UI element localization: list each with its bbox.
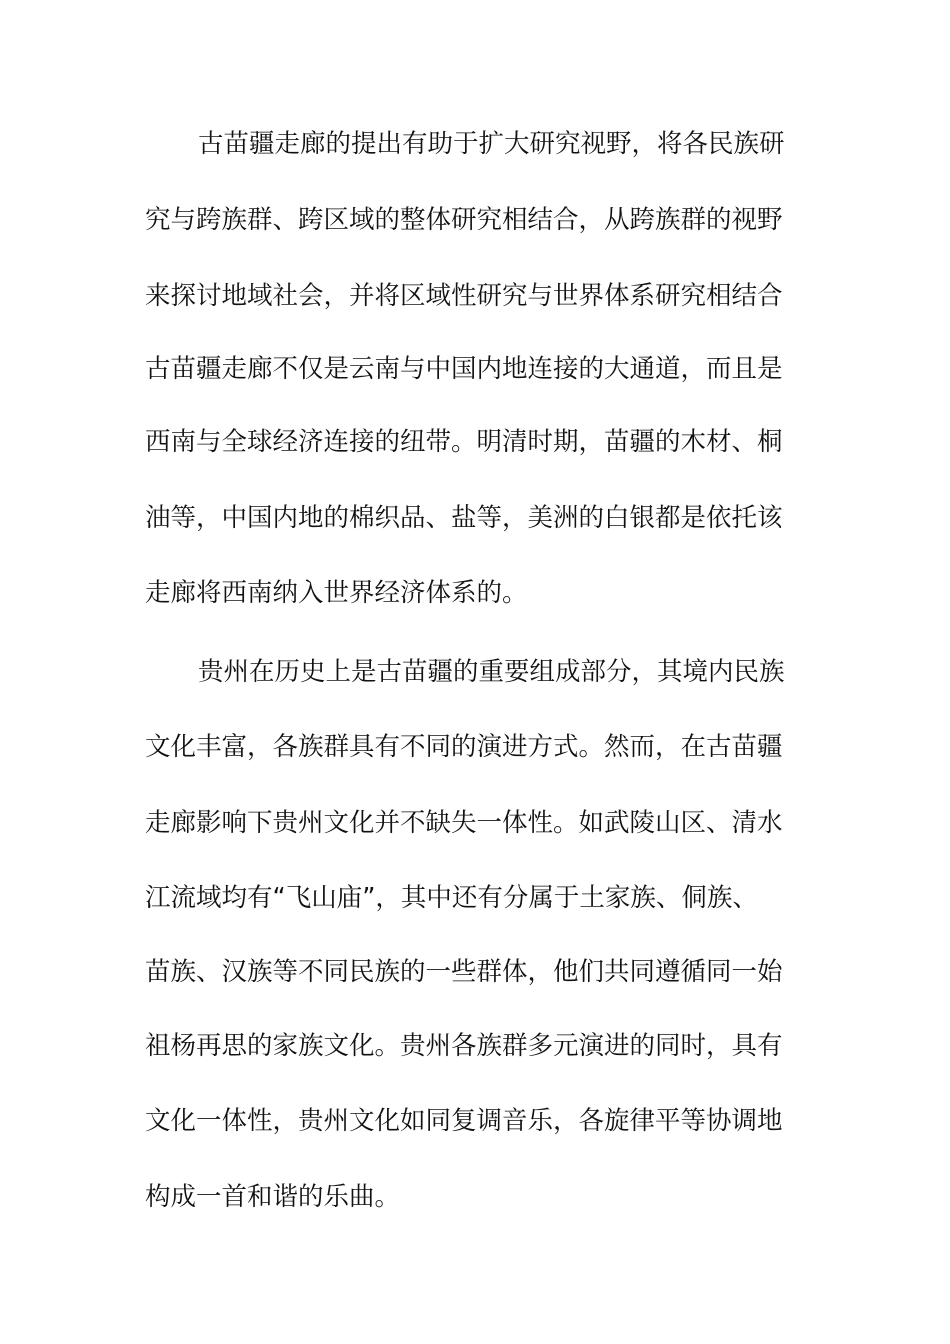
paragraph-line: 西南与全球经济连接的纽带。明清时期，苗疆的木材、桐 <box>145 427 783 457</box>
paragraph-line: 祖杨再思的家族文化。贵州各族群多元演进的同时，具有 <box>145 1031 783 1061</box>
paragraph-line: 文化丰富，各族群具有不同的演进方式。然而，在古苗疆 <box>145 732 783 762</box>
paragraph-line: 苗族、汉族等不同民族的一些群体，他们共同遵循同一始 <box>145 957 783 987</box>
paragraph-line: 油等，中国内地的棉织品、盐等，美洲的白银都是依托该 <box>145 503 783 533</box>
paragraph-line: 古苗疆走廊不仅是云南与中国内地连接的大通道，而且是 <box>145 354 783 384</box>
paragraph-line: 构成一首和谐的乐曲。 <box>145 1182 401 1212</box>
paragraph-line: 走廊影响下贵州文化并不缺失一体性。如武陵山区、清水 <box>145 808 783 838</box>
paragraph-line: 江流域均有“飞山庙”，其中还有分属于土家族、侗族、 <box>145 883 758 913</box>
paragraph-line: 究与跨族群、跨区域的整体研究相结合，从跨族群的视野 <box>145 205 783 235</box>
paragraph-line: 古苗疆走廊的提出有助于扩大研究视野，将各民族研 <box>198 129 785 159</box>
paragraph-line: 文化一体性，贵州文化如同复调音乐，各旋律平等协调地 <box>145 1106 783 1136</box>
paragraph-line: 来探讨地域社会，并将区域性研究与世界体系研究相结合 <box>145 281 783 311</box>
paragraph-line: 贵州在历史上是古苗疆的重要组成部分，其境内民族 <box>198 657 785 687</box>
paragraph-line: 走廊将西南纳入世界经济体系的。 <box>145 578 528 608</box>
